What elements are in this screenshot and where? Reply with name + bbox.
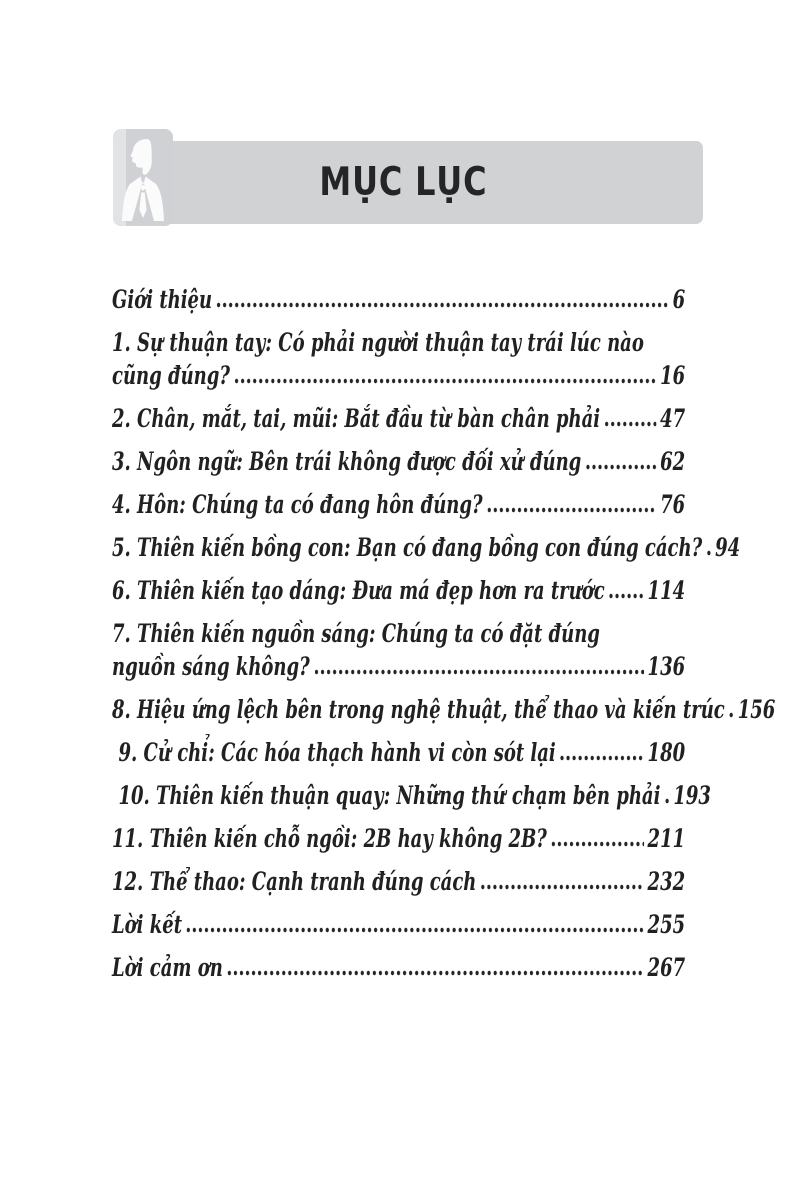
dot-leader (706, 549, 712, 557)
entry-title: 2. Chân, mắt, tai, mũi: Bắt đầu từ bàn chân phải (112, 404, 601, 433)
entry-title-continued: cũng đúng? (112, 361, 230, 390)
entry-title: 10. Thiên kiến thuận quay: Những thứ chạm bên phải (118, 781, 661, 810)
page-title: MỤC LỤC (319, 160, 487, 205)
toc-entry (112, 779, 711, 812)
dot-leader (216, 301, 669, 309)
entry-title: 11. Thiên kiến chỗ ngồi: 2B hay không 2B? (112, 824, 547, 853)
entry-title: 3. Ngôn ngữ: Bên trái không được đối xử đúng (112, 447, 582, 476)
entry-page-number: 94 (715, 533, 741, 562)
dot-leader (313, 668, 644, 676)
entry-title: Lời kết (112, 910, 183, 939)
entry-title: 5. Thiên kiến bồng con: Bạn có đang bồng con đúng cách? (112, 533, 703, 562)
dot-leader (559, 754, 644, 762)
toc-entry (112, 865, 685, 898)
entry-page-number: 16 (660, 361, 686, 390)
entry-title: 1. Sự thuận tay: Có phải người thuận tay trái lúc nào (112, 328, 644, 357)
entry-page-number: 76 (660, 490, 686, 519)
dot-leader (728, 711, 734, 719)
dot-leader (480, 883, 644, 891)
entry-title-continued: nguồn sáng không? (112, 652, 310, 681)
entry-title: 6. Thiên kiến tạo dáng: Đưa má đẹp hơn ra trước (112, 576, 605, 605)
entry-page-number: 114 (647, 576, 686, 605)
toc-entry (112, 402, 685, 435)
entry-page-number: 193 (673, 781, 711, 810)
toc-entry (112, 488, 685, 521)
entry-title: 12. Thể thao: Cạnh tranh đúng cách (112, 867, 477, 896)
entry-page-number: 136 (647, 652, 686, 681)
toc-entry (112, 736, 685, 769)
dot-leader (233, 377, 656, 385)
dot-leader (186, 926, 644, 934)
toc-entry (112, 822, 685, 855)
toc-entry (112, 283, 685, 316)
entry-title: 7. Thiên kiến nguồn sáng: Chúng ta có đặt đúng (112, 619, 600, 648)
toc-entry (112, 326, 685, 392)
toc-list (112, 283, 776, 994)
entry-title: 9. Cử chỉ: Các hóa thạch hành vi còn sót lại (118, 738, 556, 767)
entry-title: Giới thiệu (112, 285, 213, 314)
entry-title: 8. Hiệu ứng lệch bên trong nghệ thuật, thể thao và kiến trúc (112, 695, 725, 724)
dot-leader (604, 420, 657, 428)
toc-entry (112, 951, 685, 984)
entry-page-number: 156 (737, 695, 776, 724)
toc-entry (112, 445, 685, 478)
toc-entry (112, 617, 685, 683)
entry-page-number: 180 (647, 738, 686, 767)
toc-entry (112, 531, 741, 564)
entry-page-number: 62 (660, 447, 686, 476)
dot-leader (664, 797, 670, 805)
entry-page-number: 47 (660, 404, 686, 433)
entry-page-number: 255 (647, 910, 686, 939)
dot-leader (226, 969, 644, 977)
dot-leader (486, 506, 656, 514)
entry-page-number: 211 (647, 824, 686, 853)
entry-title: 4. Hôn: Chúng ta có đang hôn đúng? (112, 490, 483, 519)
dot-leader (550, 840, 643, 848)
entry-page-number: 267 (647, 953, 686, 982)
dot-leader (585, 463, 657, 471)
toc-entry (112, 908, 685, 941)
toc-entry (112, 574, 685, 607)
toc-entry (112, 693, 776, 726)
entry-title: Lời cảm ơn (112, 953, 223, 982)
entry-page-number: 232 (647, 867, 686, 896)
dot-leader (608, 592, 644, 600)
entry-page-number: 6 (672, 285, 686, 314)
